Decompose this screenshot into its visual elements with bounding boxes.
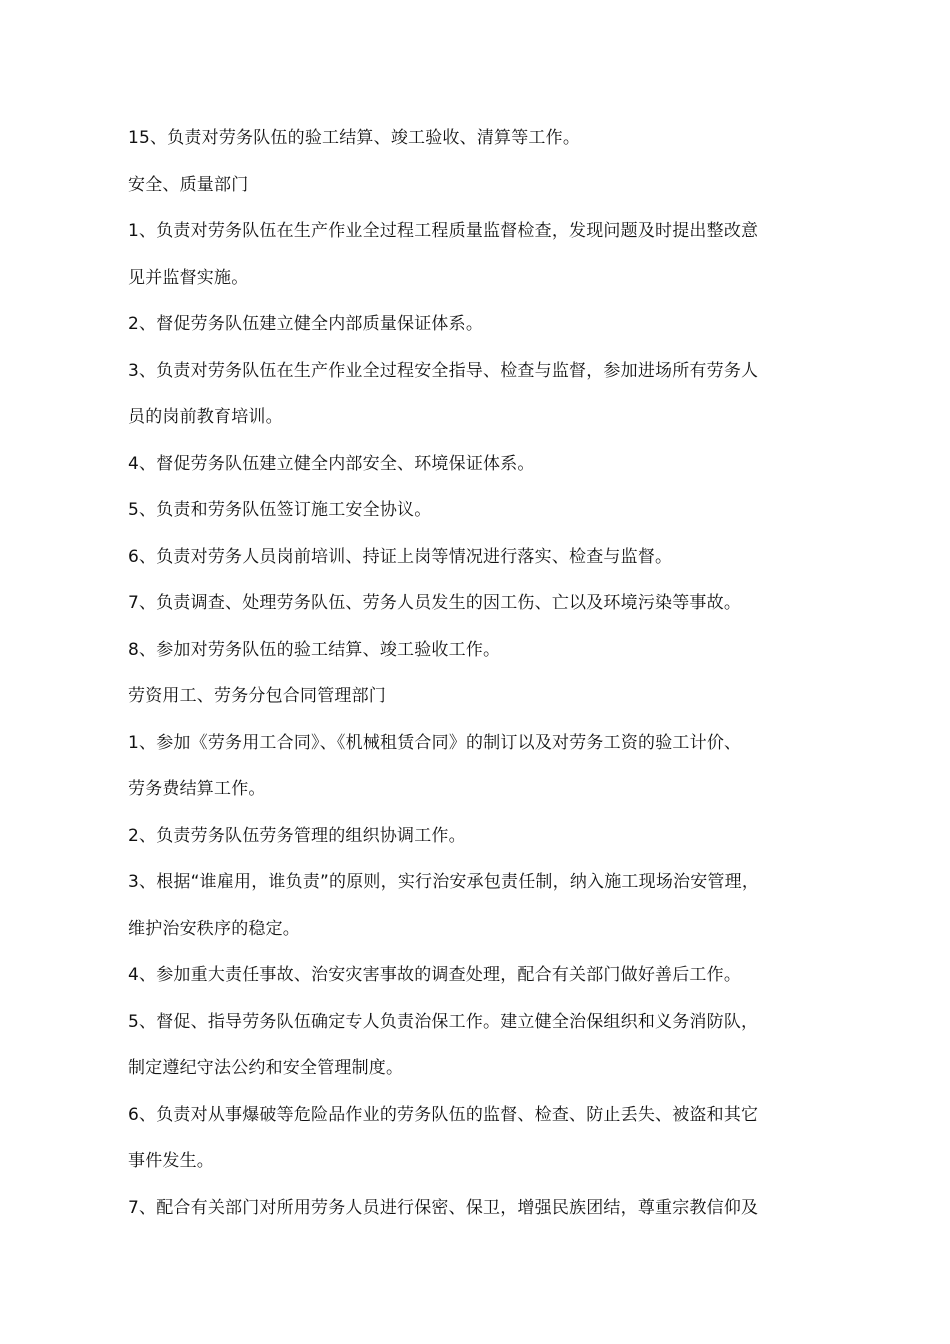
text-line: 1、负责对劳务队伍在生产作业全过程工程质量监督检查，发现问题及时提出整改意 [128,221,759,241]
text-line: 劳务费结算工作。 [128,779,266,799]
text-line: 4、参加重大责任事故、治安灾害事故的调查处理，配合有关部门做好善后工作。 [128,965,742,985]
text-line: 维护治安秩序的稳定。 [128,918,300,939]
section-heading-safety-quality: 安全、质量部门 [128,174,249,195]
text-line: 8、参加对劳务队伍的验工结算、竣工验收工作。 [128,639,501,660]
text-line: 3、根据“谁雇用，谁负责”的原则，实行治安承包责任制，纳入施工现场治安管理， [128,872,760,892]
text-line: 4、督促劳务队伍建立健全内部安全、环境保证体系。 [128,453,535,474]
text-line: 2、负责劳务队伍劳务管理的组织协调工作。 [128,825,466,846]
text-line: 2、督促劳务队伍建立健全内部质量保证体系。 [128,314,484,334]
text-line: 6、负责对劳务人员岗前培训、持证上岗等情况进行落实、检查与监督。 [128,546,673,567]
text-line: 15、负责对劳务队伍的验工结算、竣工验收、清算等工作。 [128,128,581,148]
text-line: 7、配合有关部门对所用劳务人员进行保密、保卫，增强民族团结，尊重宗教信仰及 [128,1197,759,1218]
text-line: 员的岗前教育培训。 [128,407,283,427]
text-line: 见并监督实施。 [128,267,249,288]
text-line: 事件发生。 [128,1151,214,1171]
text-line: 5、负责和劳务队伍签订施工安全协议。 [128,500,432,520]
text-line: 制定遵纪守法公约和安全管理制度。 [128,1058,404,1078]
document-body [128,122,840,1238]
section-heading-labor-contract: 劳资用工、劳务分包合同管理部门 [128,686,386,706]
text-line: 1、参加《劳务用工合同》、《机械租赁合同》的制订以及对劳务工资的验工计价、 [128,732,742,753]
text-line: 6、负责对从事爆破等危险品作业的劳务队伍的监督、检查、防止丢失、被盗和其它 [128,1104,759,1125]
text-line: 7、负责调查、处理劳务队伍、劳务人员发生的因工伤、亡以及环境污染等事故。 [128,593,742,613]
text-line: 3、负责对劳务队伍在生产作业全过程安全指导、检查与监督，参加进场所有劳务人 [128,360,759,381]
text-line: 5、督促、指导劳务队伍确定专人负责治保工作。建立健全治保组织和义务消防队， [128,1011,759,1032]
